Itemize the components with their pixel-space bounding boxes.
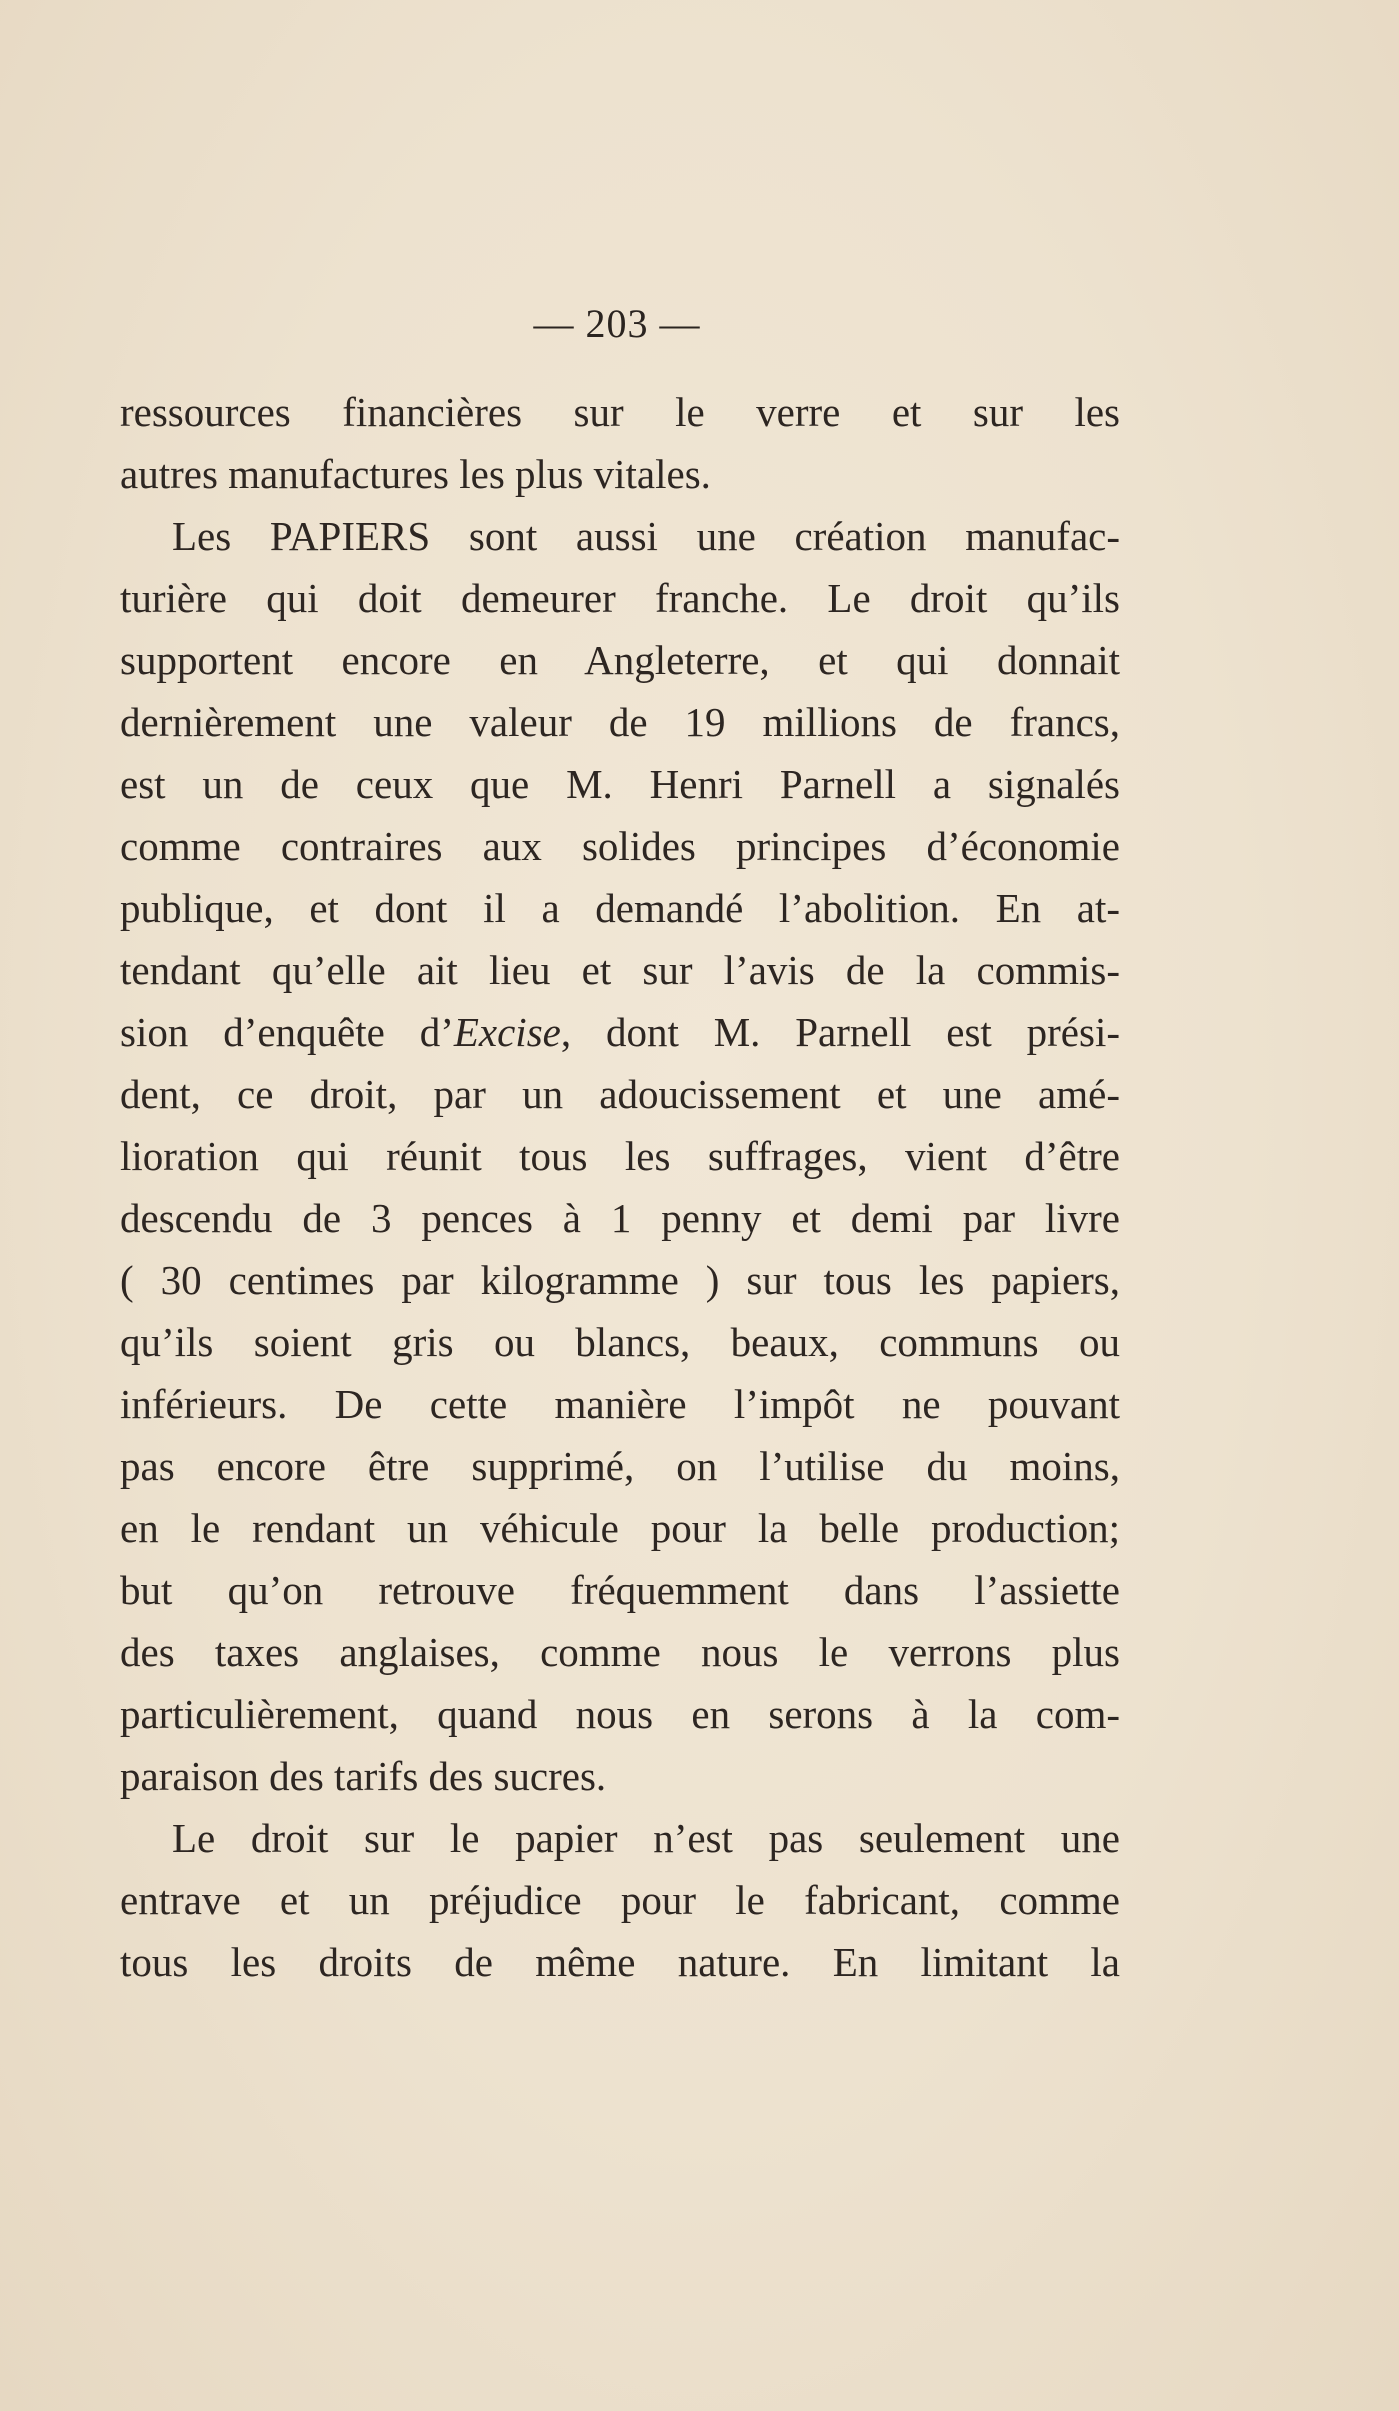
text-segment: sion d’enquête d’ [120, 1009, 454, 1055]
text-line: descendu de 3 pences à 1 penny et demi par livre [120, 1195, 1120, 1241]
text-line: supportent encore en Angleterre, et qui donnait [120, 637, 1120, 683]
body-text [120, 381, 1120, 1993]
text-line: inférieurs. De cette manière l’impôt ne pouvant [120, 1381, 1120, 1427]
text-line: ( 30 centimes par kilogramme ) sur tous les papiers, [120, 1257, 1120, 1303]
text-line: dent, ce droit, par un adoucissement et une amé- [120, 1071, 1120, 1117]
text-line: ressources financières sur le verre et sur les [120, 389, 1120, 435]
text-line: particulièrement, quand nous en serons à la com- [120, 1691, 1120, 1737]
text-line: but qu’on retrouve fréquemment dans l’assiette [120, 1567, 1120, 1613]
page-number: — 203 — [533, 301, 701, 346]
text-line: qu’ils soient gris ou blancs, beaux, communs ou [120, 1319, 1120, 1365]
text-line [120, 1001, 1120, 1063]
text-line: dernièrement une valeur de 19 millions de francs, [120, 699, 1120, 745]
text-segment: , dont M. Parnell est prési- [560, 1009, 1120, 1055]
text-line: entrave et un préjudice pour le fabricant, comme [120, 1877, 1120, 1923]
text-line: paraison des tarifs des sucres. [120, 1753, 607, 1799]
text-line: tous les droits de même nature. En limitant la [120, 1939, 1120, 1985]
text-line: en le rendant un véhicule pour la belle production; [120, 1505, 1120, 1551]
text-line: publique, et dont il a demandé l’abolition. En at- [120, 885, 1120, 931]
text-line: turière qui doit demeurer franche. Le droit qu’ils [120, 575, 1120, 621]
text-line: pas encore être supprimé, on l’utilise du moins, [120, 1443, 1120, 1489]
text-line: lioration qui réunit tous les suffrages, vient d’être [120, 1133, 1120, 1179]
text-line: tendant qu’elle ait lieu et sur l’avis de la commis- [120, 947, 1120, 993]
text-line: autres manufactures les plus vitales. [120, 451, 711, 497]
italic-word: Excise [453, 1009, 561, 1055]
text-line: comme contraires aux solides principes d’économie [120, 823, 1120, 869]
text-line: est un de ceux que M. Henri Parnell a signalés [120, 761, 1120, 807]
text-line: Les PAPIERS sont aussi une création manufac- [172, 513, 1120, 559]
text-line: des taxes anglaises, comme nous le verrons plus [120, 1629, 1120, 1675]
text-line: Le droit sur le papier n’est pas seulement une [172, 1815, 1120, 1861]
